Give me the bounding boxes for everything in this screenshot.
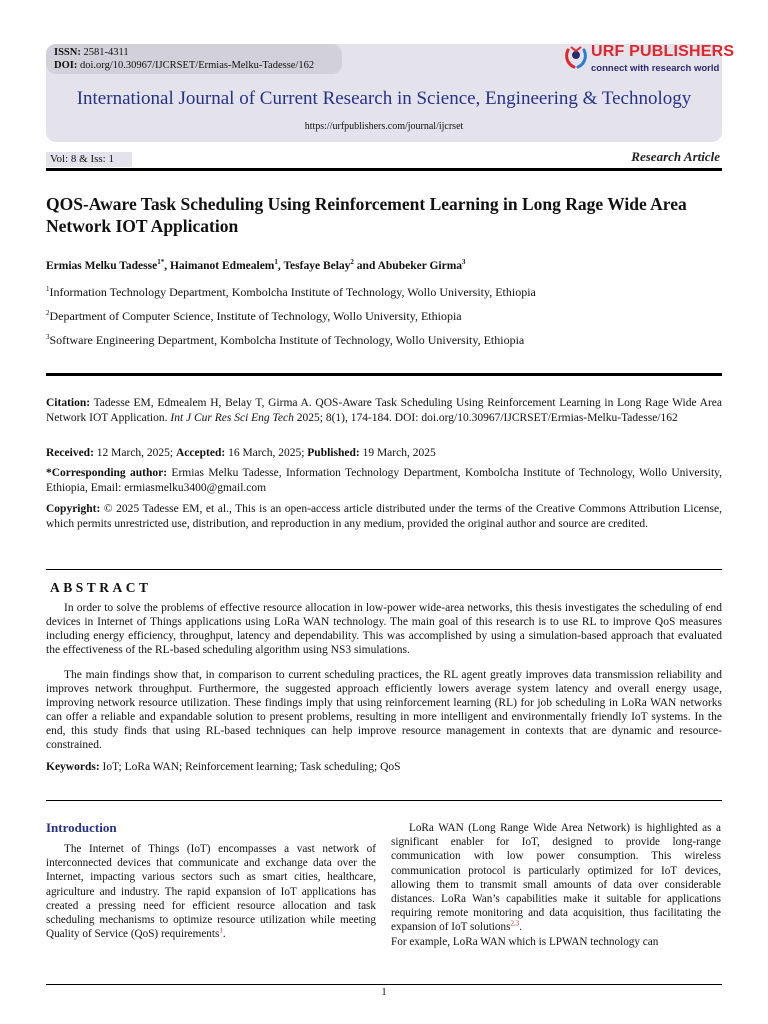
issn-doi-box: ISSN: 2581-4311 DOI: doi.org/10.30967/IJCRSET/Ermias-Melku-Tadesse/162	[46, 44, 342, 74]
author-name: Ermias Melku Tadesse	[46, 260, 158, 272]
abstract-top-divider	[46, 569, 722, 570]
abstract-bottom-divider	[46, 800, 722, 801]
author-name: Haimanot Edmealem	[169, 260, 275, 272]
publisher-logo-icon	[563, 44, 589, 70]
introduction-heading: Introduction	[46, 820, 117, 835]
copyright-block: Copyright: © 2025 Tadesse EM, et al., This is an open-access article distributed under the terms of the Creative Commons Attribution License, which permits unrestricted use, distribution, and reproduction in any medium, provided the original author and source are credited.	[46, 503, 722, 530]
corresponding-author-block: *Corresponding author: Ermias Melku Tadesse, Information Technology Department, Kombolcha Institute of Technology, Wollo University, Ethiopia, Email: ermiasmelku3400@gmail.com	[46, 467, 723, 494]
paper-title: QOS-Aware Task Scheduling Using Reinforcement Learning in Long Rage Wide Area Network IOT Application	[46, 194, 687, 236]
journal-url-link[interactable]: https://urfpublishers.com/journal/ijcrset	[304, 121, 464, 132]
affiliation-divider	[46, 373, 722, 376]
reference-link[interactable]: 1	[219, 926, 223, 935]
citation-block: Citation: Tadesse EM, Edmealem H, Belay T, Girma A. QOS-Aware Task Scheduling Using Reinforcement Learning in Long Rage Wide Area Network IOT Application. Int J Cur Res Sci Eng Tech 2025; 8(1), 174-184. DOI: doi.org/10.30967/IJCRSET/Ermias-Melku-Tadesse/162	[46, 397, 722, 424]
abstract-paragraph-1: In order to solve the problems of effective resource allocation in low-power wide-area networks, this thesis investigates the scheduling of end devices in Internet of Things applications using LoRa WAN technology. The main goal of this research is to use RL to improve QoS measures including energy efficiency, throughput, latency and dependability. This was accomplished by using a simulation-based approach that evaluated the effectiveness of the RL-based scheduling algorithm using NS3 simulations.	[46, 602, 722, 656]
citation-doi-link[interactable]: 2025; 8(1), 174-184. DOI: doi.org/10.30967/IJCRSET/Ermias-Melku-Tadesse/162	[293, 412, 678, 424]
reference-link[interactable]: 2,3	[510, 919, 520, 928]
footer-divider	[46, 984, 722, 985]
article-type-label: Research Article	[631, 149, 720, 164]
issn-value: 2581-4311	[83, 47, 129, 58]
publisher-logo[interactable]	[563, 42, 733, 82]
author-name: Tesfaye Belay	[283, 260, 351, 272]
volume-issue-label: Vol: 8 & Iss: 1	[46, 152, 132, 167]
journal-title: International Journal of Current Research in Science, Engineering & Technology	[76, 88, 692, 109]
author-name: Abubeker Girma	[377, 260, 463, 272]
affiliation-2: $^2$Department of Computer Science, Institute of Technology, Wollo University, Ethiopia	[46, 309, 462, 323]
keywords: Keywords: IoT; LoRa WAN; Reinforcement learning; Task scheduling; QoS	[46, 761, 401, 773]
intro-left-column: The Internet of Things (IoT) encompasses a vast network of interconnected devices that communicate and exchange data over the Internet, impacting various sectors such as smart cities, healthcare, agriculture and industry. The rapid expansion of IoT applications has created a pressing need for efficient resource allocation and task scheduling mechanisms to optimize resource utilization while meeting Quality of Service (QoS) requirements$^1$.	[46, 843, 376, 941]
abstract-heading: ABSTRACT	[50, 580, 152, 595]
intro-right-column: LoRa WAN (Long Range Wide Area Network) is highlighted as a significant enabler for IoT, designed to provide long-range communication with low power consumption. This wireless communication protocol is particularly optimized for IoT devices, allowing them to transmit small amounts of data over considerable distances. LoRa Wan’s capabilities make it suitable for applications requiring remote monitoring and data acquisition, thus facilitating the expansion of IoT solutions$^{2,3}$. For example, LoRa WAN which is LPWAN technology can	[391, 822, 721, 948]
affiliation-3: $^3$Software Engineering Department, Kombolcha Institute of Technology, Wollo University, Ethiopia	[46, 333, 525, 347]
doi-link[interactable]: doi.org/10.30967/IJCRSET/Ermias-Melku-Tadesse/162	[79, 59, 315, 71]
publisher-name: URF PUBLISHERS	[591, 43, 735, 60]
page-number: 1	[381, 986, 387, 998]
publisher-tagline: connect with research world	[591, 63, 720, 74]
dates-block: Received: 12 March, 2025; Accepted: 16 March, 2025; Published: 19 March, 2025	[46, 447, 436, 459]
author-list: Ermias Melku Tadesse$^{1*}$, Haimanot Edmealem$^1$, Tesfaye Belay$^2$ and Abubeker Girma$^3$	[46, 258, 466, 272]
header-divider	[46, 168, 722, 171]
affiliation-1: $^1$Information Technology Department, Kombolcha Institute of Technology, Wollo University, Ethiopia	[46, 285, 536, 299]
abstract-paragraph-2: The main findings show that, in comparison to current scheduling practices, the RL agent greatly improves data transmission reliability and improves network throughput. Furthermore, the suggested approach efficiently lowers average system latency and overall energy usage, improving network resource utilization. These findings imply that using reinforcement learning (RL) for job scheduling in LoRa WAN networks can offer a reliable and expandable solution to present problems, resulting in more intelligent and environmentally friendly IoT systems. In the end, this study finds that using RL-based techniques can help improve resource management in contexts that are dynamic and resource-constrained.	[46, 669, 722, 751]
